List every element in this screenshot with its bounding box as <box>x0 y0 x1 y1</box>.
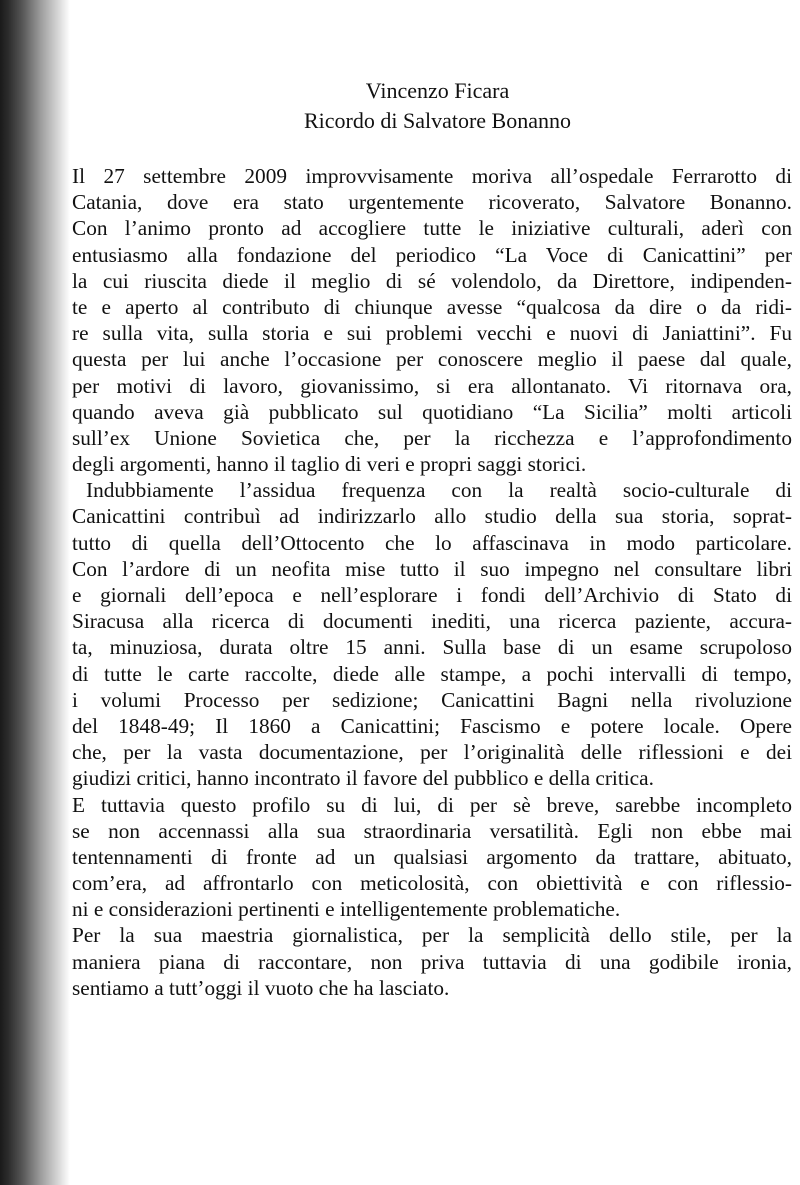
text-line: sentiamo a tutt’oggi il vuoto che ha lasciato. <box>72 975 450 1000</box>
text-line: Con l’animo pronto ad accogliere tutte le iniziative culturali, aderì con <box>72 216 792 241</box>
text-line: te e aperto al contributo di chiunque avesse “qualcosa da dire o da ridi- <box>72 294 792 319</box>
text-line: quando aveva già pubblicato sul quotidiano “La Sicilia” molti articoli <box>72 399 792 424</box>
article-body <box>72 163 792 1001</box>
text-line: Catania, dove era stato urgentemente ricoverato, Salvatore Bonanno. <box>72 190 792 215</box>
text-line: Il 27 settembre 2009 improvvisamente moriva all’ospedale Ferrarotto di <box>72 164 792 188</box>
text-line: entusiasmo alla fondazione del periodico “La Voce di Canicattini” per <box>72 242 792 267</box>
text-line: ni e considerazioni pertinenti e intelligentemente problematiche. <box>72 897 621 922</box>
text-line: Siracusa alla ricerca di documenti inediti, una ricerca paziente, accura- <box>72 609 792 634</box>
text-line: re sulla vita, sulla storia e sui problemi vecchi e nuovi di Janiattini”. Fu <box>72 321 792 346</box>
text-line: E tuttavia questo profilo su di lui, di per sè breve, sarebbe incompleto <box>72 792 792 817</box>
text-line: degli argomenti, hanno il taglio di veri e propri saggi storici. <box>72 452 587 477</box>
text-line: tutto di quella dell’Ottocento che lo affascinava in modo particolare. <box>72 530 792 555</box>
text-line: di tutte le carte raccolte, diede alle stampe, a pochi intervalli di tempo, <box>72 661 792 686</box>
text-line: ta, minuziosa, durata oltre 15 anni. Sulla base di un esame scrupoloso <box>72 635 792 660</box>
text-line: com’era, ad affrontarlo con meticolosità, con obiettività e con riflessio- <box>72 871 792 896</box>
text-line: Canicattini contribuì ad indirizzarlo allo studio della sua storia, soprat- <box>72 504 792 529</box>
text-line: che, per la vasta documentazione, per l’originalità delle riflessioni e dei <box>72 740 792 765</box>
article-header <box>0 76 800 136</box>
text-line: e giornali dell’epoca e nell’esplorare i fondi dell’Archivio di Stato di <box>72 583 792 607</box>
article-title: Ricordo di Salvatore Bonanno <box>303 108 571 133</box>
text-line: giudizi critici, hanno incontrato il favore del pubblico e della critica. <box>72 766 654 791</box>
text-line: maniera piana di raccontare, non priva tuttavia di una godibile ironia, <box>72 949 792 974</box>
binding-shadow <box>0 0 70 1185</box>
text-line: per motivi di lavoro, giovanissimo, si era allontanato. Vi ritornava ora, <box>72 373 792 398</box>
text-line: sull’ex Unione Sovietica che, per la ricchezza e l’approfondimento <box>72 425 792 450</box>
text-line: del 1848-49; Il 1860 a Canicattini; Fascismo e potere locale. Opere <box>72 713 792 738</box>
author-name: Vincenzo Ficara <box>365 78 510 103</box>
text-line: tentennamenti di fronte ad un qualsiasi argomento da trattare, abituato, <box>72 844 792 869</box>
text-line: questa per lui anche l’occasione per conoscere meglio il paese dal quale, <box>72 347 792 372</box>
text-line: se non accennassi alla sua straordinaria versatilità. Egli non ebbe mai <box>72 818 792 843</box>
text-line: Indubbiamente l’assidua frequenza con la realtà socio-culturale di <box>86 478 792 503</box>
text-line: Con l’ardore di un neofita mise tutto il suo impegno nel consultare libri <box>72 556 792 581</box>
text-line: Per la sua maestria giornalistica, per la semplicità dello stile, per la <box>72 923 792 948</box>
text-line: la cui riuscita diede il meglio di sé volendolo, da Direttore, indipenden- <box>72 268 792 293</box>
text-line: i volumi Processo per sedizione; Canicattini Bagni nella rivoluzione <box>72 687 792 712</box>
